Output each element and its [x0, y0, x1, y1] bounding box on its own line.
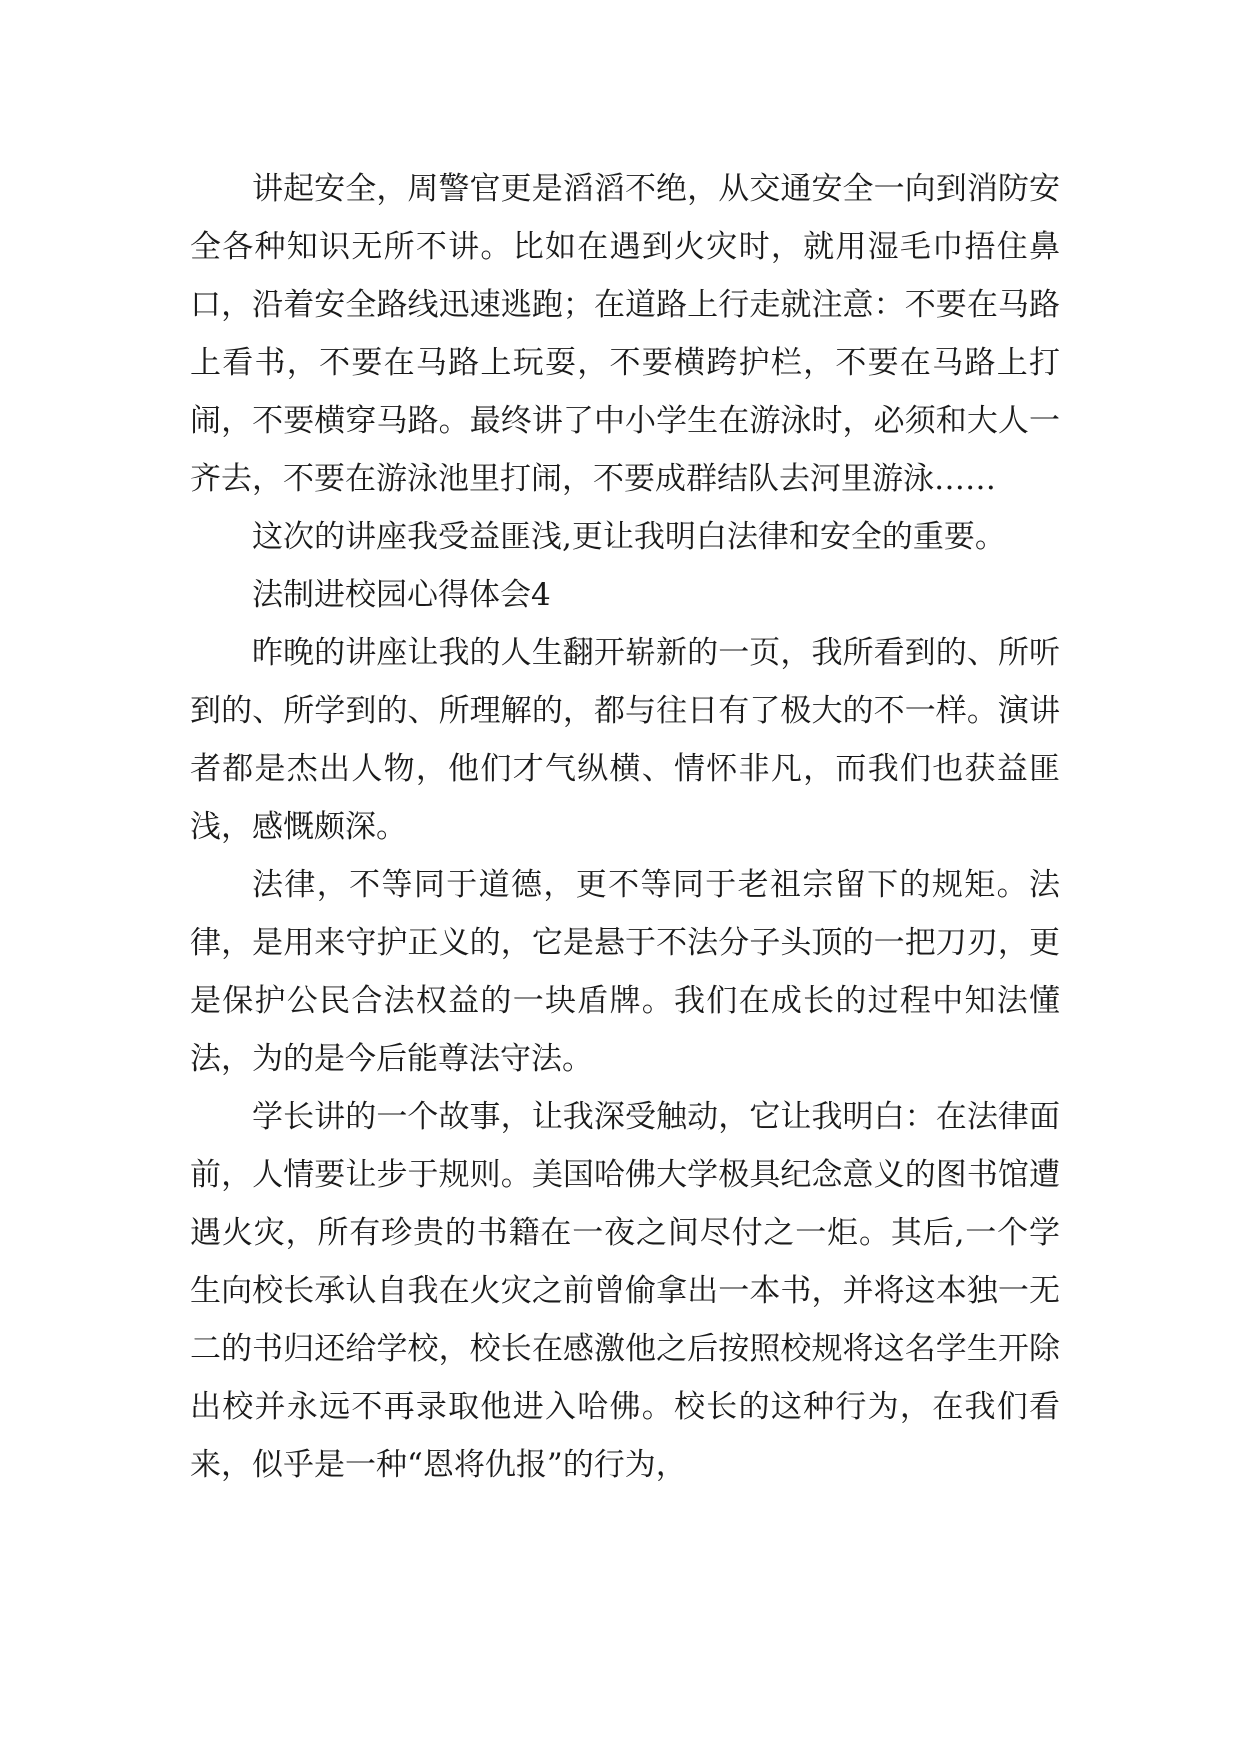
document-page: [190, 160, 1060, 1494]
paragraph-lecture-benefit: 这次的讲座我受益匪浅,更让我明白法律和安全的重要。: [252, 519, 1006, 555]
paragraph-harvard-story: 学长讲的一个故事，让我深受触动，它让我明白：在法律面前，人情要让步于规则。美国哈佛大学极具纪念意义的图书馆遭遇火灾，所有珍贵的书籍在一夜之间尽付之一炬。其后,一个学生向校长承认自我在火灾之前曾偷拿出一本书，并将这本独一无二的书归还给学校，校长在感激他之后按照校规将这名学生开除出校并永远不再录取他进入哈佛。校长的这种行为，在我们看来，似乎是一种“恩将仇报”的行为，: [190, 1099, 1060, 1483]
paragraph-safety-lecture: 讲起安全，周警官更是滔滔不绝，从交通安全一向到消防安全各种知识无所不讲。比如在遇到火灾时，就用湿毛巾捂住鼻口，沿着安全路线迅速逃跑；在道路上行走就注意：不要在马路上看书，不要在马路上玩耍，不要横跨护栏，不要在马路上打闹，不要横穿马路。最终讲了中小学生在游泳时，必须和大人一齐去，不要在游泳池里打闹，不要成群结队去河里游泳……: [190, 171, 1060, 497]
section-heading: 法制进校园心得体会4: [252, 577, 551, 613]
paragraph-law-definition: 法律，不等同于道德，更不等同于老祖宗留下的规矩。法律，是用来守护正义的，它是悬于不法分子头顶的一把刀刃，更是保护公民合法权益的一块盾牌。我们在成长的过程中知法懂法，为的是今后能尊法守法。: [190, 867, 1060, 1077]
paragraph-last-night-lecture: 昨晚的讲座让我的人生翻开崭新的一页，我所看到的、所听到的、所学到的、所理解的，都与往日有了极大的不一样。演讲者都是杰出人物，他们才气纵横、情怀非凡，而我们也获益匪浅，感慨颇深。: [190, 635, 1060, 845]
